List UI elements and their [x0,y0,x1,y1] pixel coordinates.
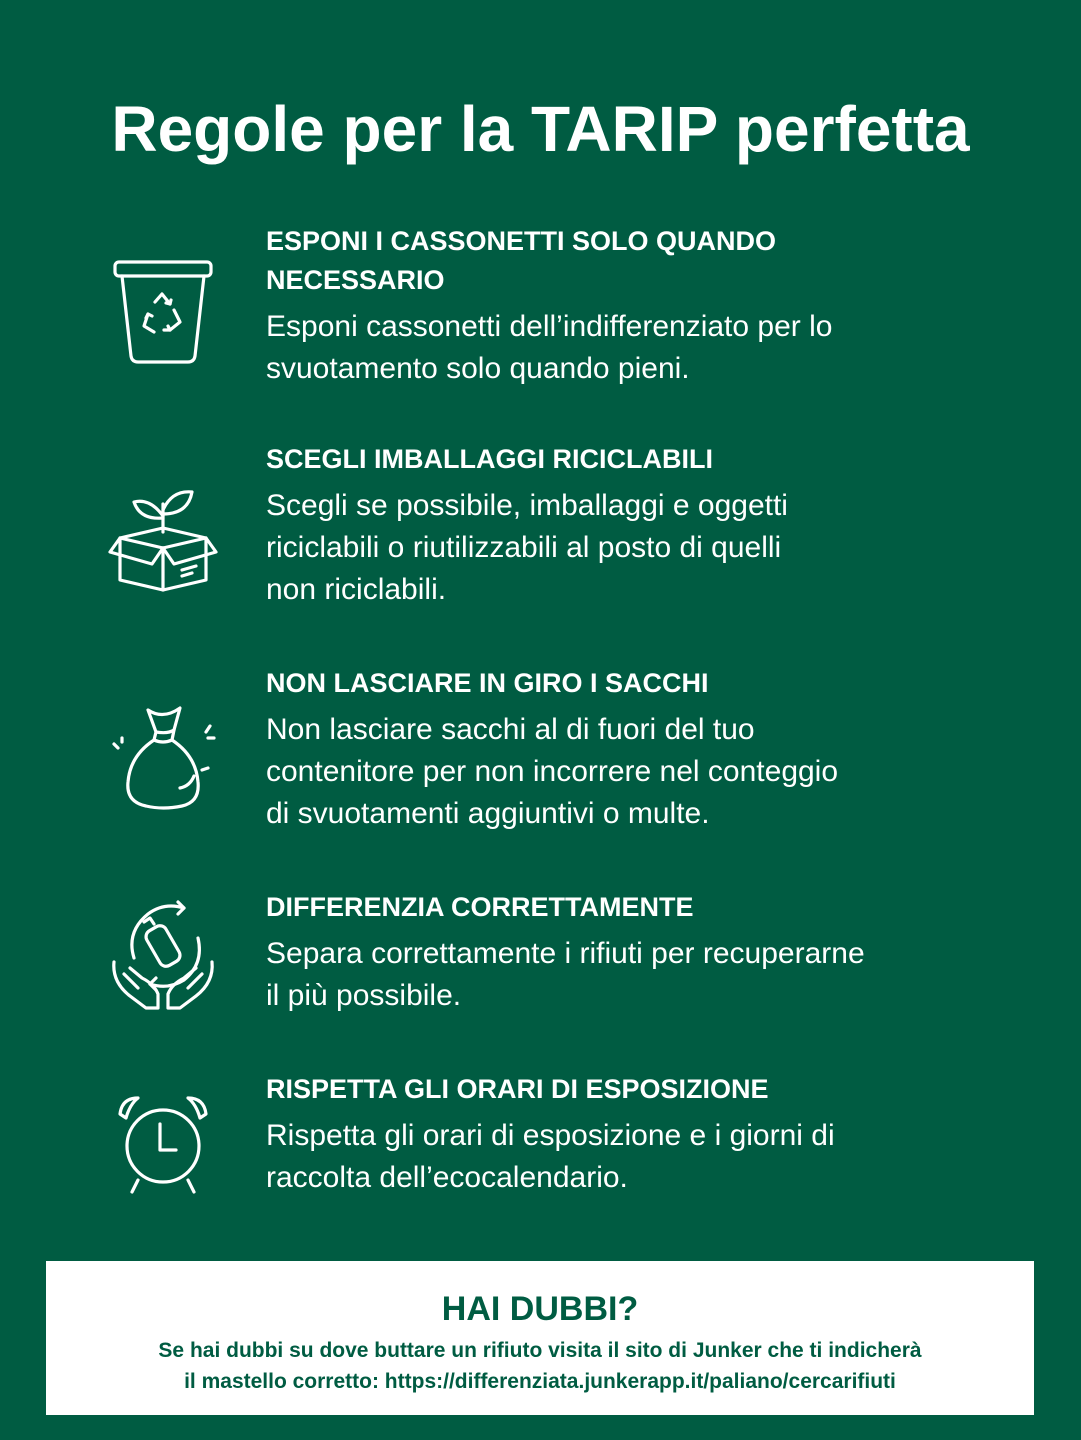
rule-heading: SCEGLI IMBALLAGGI RICICLABILI [266,444,713,474]
help-box [46,1261,1034,1415]
hands-recycle-bottle-icon [100,892,226,1018]
rule-heading: DIFFERENZIA CORRETTAMENTE [266,892,694,922]
rule-description: Rispetta gli orari di esposizione e i giorni di raccolta dell’ecocalendario. [266,1119,835,1194]
rule-description: Separa correttamente i rifiuti per recuperarne il più possibile. [266,937,865,1012]
rule-description: Non lasciare sacchi al di fuori del tuo contenitore per non incorrere nel conteggio di svuotamenti aggiuntivi o multe. [266,713,839,830]
help-box-title: HAI DUBBI? [441,1290,639,1328]
trash-bag-icon [100,698,226,824]
rule-description: Scegli se possibile, imballaggi e oggetti riciclabili o riutilizzabili al posto di quelli non riciclabili. [266,489,788,606]
rule-heading: RISPETTA GLI ORARI DI ESPOSIZIONE [266,1074,769,1104]
junker-link[interactable]: il mastello corretto: https://differenziata.junkerapp.it/paliano/cercarifiuti [184,1370,896,1393]
rule-heading: NON LASCIARE IN GIRO I SACCHI [266,668,709,698]
rule-description: Esponi cassonetti dell’indifferenziato per lo svuotamento solo quando pieni. [266,310,833,385]
alarm-clock-icon [100,1084,226,1210]
help-box-text: Se hai dubbi su dove buttare un rifiuto visita il sito di Junker che ti indicherà il mastello corretto: https://differenziata.junkerapp.it/paliano/cercarifiuti [46,1335,1034,1397]
brand-name: Junker [692,1339,762,1362]
recycle-bin-icon [100,252,226,378]
page-title: Regole per la TARIP perfetta [111,93,970,165]
rule-heading: ESPONI I CASSONETTI SOLO QUANDO NECESSARIO [266,226,777,295]
box-with-plant-icon [100,476,226,602]
